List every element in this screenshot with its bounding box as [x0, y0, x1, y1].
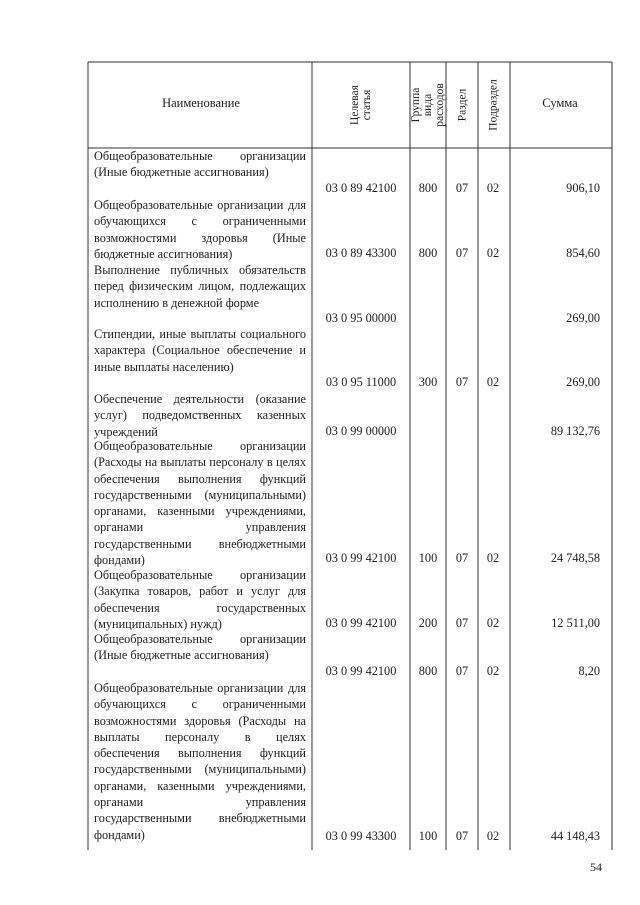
header-subsection: Подраздел — [488, 79, 500, 131]
row-group: 800 — [418, 664, 438, 678]
header-sum: Сумма — [542, 96, 578, 110]
row-group: 800 — [418, 181, 438, 195]
row-code: 03 0 99 42100 — [325, 616, 397, 630]
row-group: 100 — [418, 829, 438, 843]
header-name: Наименование — [162, 96, 240, 110]
header-target: Целевая статья — [349, 85, 373, 125]
row-name: Стипендии, иные выплаты социального характера (Социальное обеспечение и иные выплаты населению) — [94, 327, 306, 374]
row-sum: 89 132,76 — [550, 424, 600, 438]
row-sum: 12 511,00 — [551, 616, 600, 630]
row-name: Обеспечение деятельности (оказание услуг) подведомственных казенных учреждений — [94, 392, 306, 439]
row-sum: 8,20 — [578, 664, 600, 678]
row-name: Общеобразовательные организации (Закупка товаров, работ и услуг для обеспечения государственных (муниципальных) нужд) — [94, 568, 306, 631]
row-code: 03 0 89 43300 — [325, 246, 397, 260]
row-subsection: 02 — [486, 181, 500, 195]
row-name: Общеобразовательные организации (Иные бюджетные ассигнования) — [94, 149, 306, 180]
page-number: 54 — [590, 860, 602, 874]
row-code: 03 0 99 00000 — [325, 424, 397, 438]
row-name: Общеобразовательные организации (Расходы на выплаты персоналу в целях обеспечения выполнения функций государственными (муниципальными) органами, казенными учреждениями, органами управления государственными внебюджетными фондами) — [94, 439, 306, 568]
row-subsection: 02 — [486, 551, 500, 565]
row-subsection: 02 — [486, 829, 500, 843]
row-subsection: 02 — [486, 246, 500, 260]
header-group: Группа вида расходов — [410, 83, 446, 127]
row-name: Общеобразовательные организации для обучающихся с ограниченными возможностями здоровья (Иные бюджетные ассигнования) — [94, 198, 306, 261]
row-section: 07 — [455, 246, 469, 260]
row-subsection: 02 — [486, 375, 500, 389]
row-group: 200 — [418, 616, 438, 630]
row-group: 100 — [418, 551, 438, 565]
row-subsection: 02 — [486, 664, 500, 678]
header-section: Раздел — [456, 88, 468, 122]
row-code: 03 0 95 00000 — [325, 311, 397, 325]
row-subsection: 02 — [486, 616, 500, 630]
row-name: Выполнение публичных обязательств перед физическим лицом, подлежащих исполнению в денежной форме — [94, 263, 306, 310]
row-group: 800 — [418, 246, 438, 260]
row-section: 07 — [455, 829, 469, 843]
row-sum: 44 148,43 — [550, 829, 600, 843]
row-sum: 906,10 — [566, 181, 600, 195]
row-code: 03 0 99 42100 — [325, 551, 397, 565]
row-section: 07 — [455, 375, 469, 389]
row-sum: 24 748,58 — [550, 551, 600, 565]
row-name: Общеобразовательные организации для обучающихся с ограниченными возможностями здоровья (Расходы на выплаты персоналу в целях обеспечения выполнения функций государственными (муниципальными) органами, казенными учреждениями, органами управления государственными внебюджетными фондами) — [94, 681, 306, 842]
row-section: 07 — [455, 616, 469, 630]
row-section: 07 — [455, 181, 469, 195]
row-sum: 854,60 — [566, 246, 600, 260]
row-code: 03 0 95 11000 — [325, 375, 397, 389]
row-section: 07 — [455, 551, 469, 565]
row-sum: 269,00 — [566, 375, 600, 389]
row-code: 03 0 89 42100 — [325, 181, 397, 195]
row-name: Общеобразовательные организации (Иные бюджетные ассигнования) — [94, 632, 306, 663]
row-code: 03 0 99 42100 — [325, 664, 397, 678]
row-group: 300 — [418, 375, 438, 389]
row-code: 03 0 99 43300 — [325, 829, 397, 843]
row-sum: 269,00 — [566, 311, 600, 325]
row-section: 07 — [455, 664, 469, 678]
